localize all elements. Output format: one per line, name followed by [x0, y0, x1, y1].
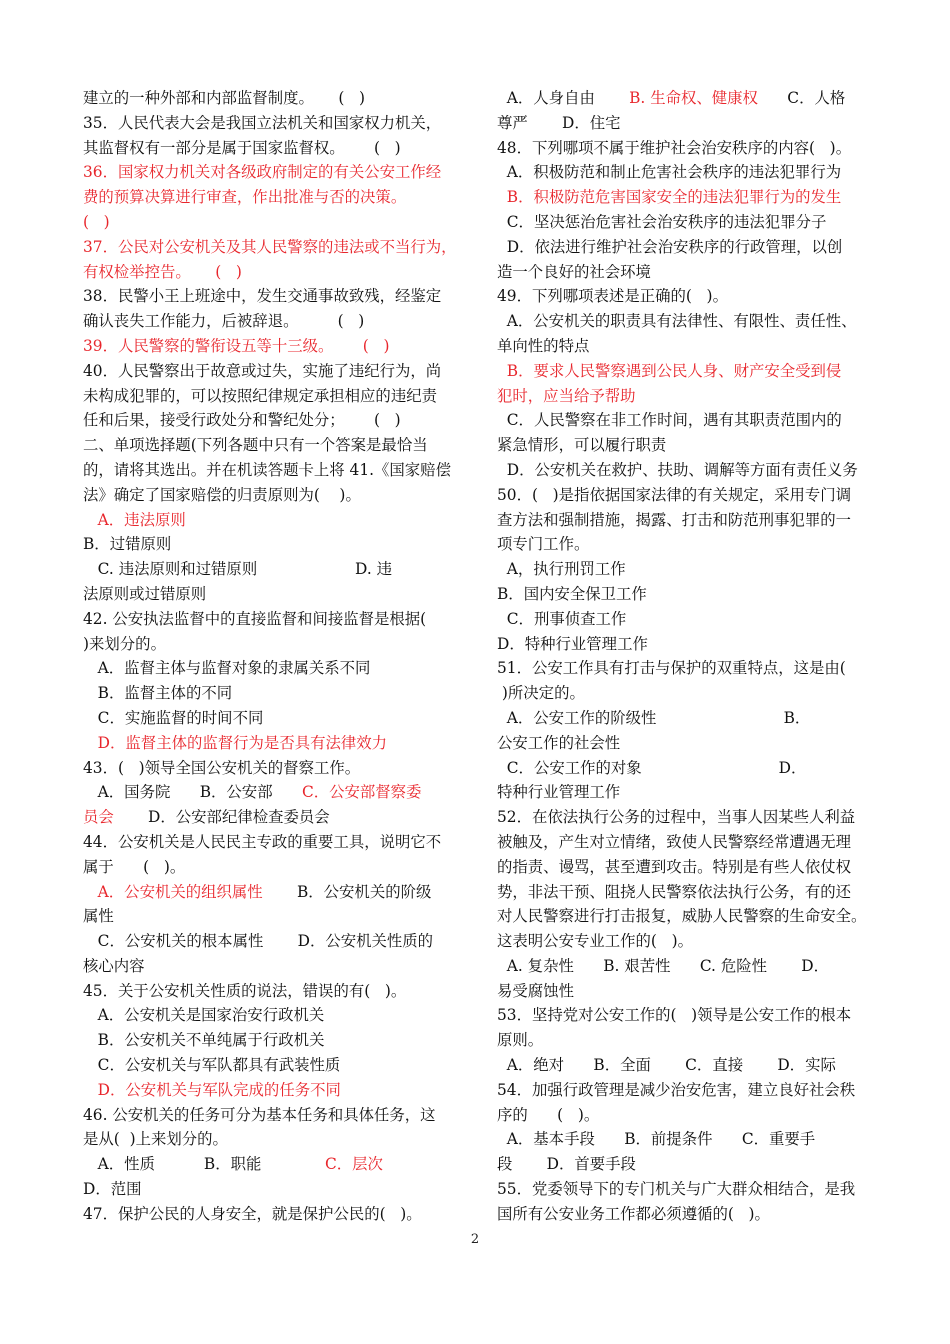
text-line: 序的 ( )。	[497, 1105, 600, 1124]
text-line	[83, 780, 469, 805]
text-line: B．要求人民警察遇到公民人身、财产安全受到侵	[497, 361, 842, 380]
text-line	[83, 1152, 469, 1177]
text-line: C．人民警察在非工作时间，遇有其职责范围内的	[497, 411, 842, 430]
text-line: 单向性的特点	[497, 336, 590, 355]
text-line: 法》确定了国家赔偿的归责原则为( )。	[83, 485, 361, 504]
text-line: D．公安机关在救护、扶助、调解等方面有责任义务	[497, 460, 858, 479]
left-column	[83, 86, 469, 1227]
text-line: B．国内安全保卫工作	[497, 584, 647, 603]
text-segment: D．公安部纪律检查委员会	[113, 808, 330, 827]
text-line: 44．公安机关是人民民主专政的重要工具，说明它不	[83, 832, 442, 851]
text-line: 43．( )领导全国公安机关的督察工作。	[83, 758, 361, 777]
text-line: D．特种行业管理工作	[497, 634, 648, 653]
text-line: C．公安机关的根本属性 D．公安机关性质的	[83, 932, 434, 951]
text-line: 建立的一种外部和内部监督制度。 ( )	[83, 89, 366, 107]
text-line: A. 复杂性 B. 艰苦性 C. 危险性 D．	[497, 956, 829, 975]
text-line	[83, 880, 469, 905]
text-line: 核心内容	[83, 956, 145, 975]
text-line: 53．坚持党对公安工作的( )领导是公安工作的根本	[497, 1006, 852, 1025]
text-line: 费的预算决算进行审查，作出批准与否的决策。	[83, 188, 407, 207]
text-segment: B．公安机关的阶级	[262, 882, 432, 901]
text-line	[497, 86, 889, 111]
text-line: 有权检举控告。 ( )	[83, 262, 242, 281]
text-line: )所决定的。	[497, 684, 585, 703]
text-line	[83, 805, 469, 830]
text-line: 公安工作的社会性	[497, 733, 621, 752]
text-line: 48．下列哪项不属于维护社会治安秩序的内容( )。	[497, 138, 852, 157]
text-line: 二、单项选择题(下列各题中只有一个答案是最恰当	[83, 436, 428, 455]
text-segment: A．人身自由	[497, 89, 630, 107]
text-line: 的指责、谩骂，甚至遭到攻击。特别是有些人依仗权	[497, 857, 851, 876]
text-line: 45．关于公安机关性质的说法，错误的有( )。	[83, 981, 407, 1000]
text-line: C．刑事侦查工作	[497, 609, 627, 628]
text-line: 属性	[83, 907, 114, 926]
text-line: A．公安工作的阶级性 B．	[497, 708, 811, 727]
text-line: D．监督主体的监督行为是否具有法律效力	[83, 733, 388, 752]
text-line: A．违法原则	[83, 510, 186, 529]
text-line: C. 违法原则和过错原则 D. 违	[83, 560, 393, 579]
text-line: 未构成犯罪的，可以按照纪律规定承担相应的违纪责	[83, 386, 437, 405]
text-line: 属于 ( )。	[83, 857, 186, 876]
text-line: 特种行业管理工作	[497, 783, 621, 802]
page-number: 2	[470, 1232, 480, 1247]
text-line: )来划分的。	[83, 634, 166, 653]
text-line: 36．国家权力机关对各级政府制定的有关公安工作经	[83, 163, 442, 182]
text-line: 的，请将其选出。并在机读答题卡上将 41.《国家赔偿	[83, 460, 451, 479]
text-line: 国所有公安业务工作都必须遵循的( )。	[497, 1204, 770, 1223]
text-line: 46. 公安机关的任务可分为基本任务和具体任务，这	[83, 1105, 436, 1124]
text-line: 项专门工作。	[497, 535, 590, 554]
text-line: 对人民警察进行打击报复，威胁人民警察的生命安全。	[497, 907, 867, 926]
text-segment: C．公安部督察委	[301, 783, 422, 802]
text-line: A．公安机关的职责具有法律性、有限性、责任性、	[497, 312, 857, 331]
text-line: A．监督主体与监督对象的隶属关系不同	[83, 659, 371, 678]
text-line: 法原则或过错原则	[83, 584, 207, 603]
text-line: 47．保护公民的人身安全，就是保护公民的( )。	[83, 1204, 422, 1223]
text-line: 其监督权有一部分是属于国家监督权。 ( )	[83, 138, 401, 157]
text-line: B．积极防范危害国家安全的违法犯罪行为的发生	[497, 188, 842, 207]
right-column	[497, 86, 889, 1227]
text-line: C．实施监督的时间不同	[83, 708, 264, 727]
text-line: 被触及，产生对立情绪，致使人民警察经常遭遇无理	[497, 832, 851, 851]
text-line: ( )	[83, 212, 110, 231]
text-line: 查方法和强制措施，揭露、打击和防范刑事犯罪的一	[497, 510, 851, 529]
text-line: 38．民警小王上班途中，发生交通事故致残，经鉴定	[83, 287, 442, 306]
text-line: 造一个良好的社会环境	[497, 262, 651, 281]
text-line: A，执行刑罚工作	[497, 560, 626, 579]
text-line: 40．人民警察出于故意或过失，实施了违纪行为，尚	[83, 361, 442, 380]
text-line: 51．公安工作具有打击与保护的双重特点，这是由(	[497, 659, 846, 678]
text-line: 55．党委领导下的专门机关与广大群众相结合，是我	[497, 1180, 856, 1199]
text-segment: C．层次	[324, 1155, 383, 1174]
text-segment: C．人格	[757, 89, 846, 107]
text-line: 39．人民警察的警衔设五等十三级。 ( )	[83, 336, 390, 355]
text-segment: A．性质 B．职能	[83, 1155, 325, 1174]
text-line: 35．人民代表大会是我国立法机关和国家权力机关，	[83, 113, 442, 132]
text-line: 42. 公安执法监督中的直接监督和间接监督是根据(	[83, 609, 427, 628]
text-line: 50．( )是指依据国家法律的有关规定，采用专门调	[497, 485, 852, 504]
text-line: 尊严 D．住宅	[497, 113, 621, 132]
text-line: 49．下列哪项表述是正确的( )。	[497, 287, 728, 306]
text-line: B．过错原则	[83, 535, 172, 554]
text-line: 易受腐蚀性	[497, 981, 574, 1000]
text-line: 段 D．首要手段	[497, 1155, 636, 1174]
text-line: 52．在依法执行公务的过程中，当事人因某些人利益	[497, 808, 856, 827]
text-line: A．绝对 B．全面 C．直接 D．实际	[497, 1056, 836, 1075]
text-line: C．坚决惩治危害社会治安秩序的违法犯罪分子	[497, 212, 827, 231]
text-line: 54．加强行政管理是减少治安危害，建立良好社会秩	[497, 1080, 856, 1099]
text-line: C．公安工作的对象 D．	[497, 758, 807, 777]
text-line: 37．公民对公安机关及其人民警察的违法或不当行为，	[83, 237, 457, 256]
text-line: D．公安机关与军队完成的任务不同	[83, 1080, 341, 1099]
text-line: 确认丧失工作能力，后被辞退。 ( )	[83, 312, 365, 331]
text-line: 任和后果，接受行政处分和警纪处分； ( )	[83, 411, 401, 430]
text-segment: B. 生命权、健康权	[629, 89, 758, 107]
text-segment: 员会	[83, 808, 114, 827]
text-line: A．基本手段 B．前提条件 C．重要手	[497, 1130, 816, 1149]
text-line: C．公安机关与军队都具有武装性质	[83, 1056, 341, 1075]
text-line: 是从( )上来划分的。	[83, 1130, 228, 1149]
text-line: B．公安机关不单纯属于行政机关	[83, 1031, 325, 1050]
text-segment: A．国务院 B．公安部	[83, 783, 302, 802]
text-line: 这表明公安专业工作的( )。	[497, 932, 693, 951]
text-segment: A．公安机关的组织属性	[83, 882, 263, 901]
text-line: A．积极防范和制止危害社会秩序的违法犯罪行为	[497, 163, 842, 182]
text-line: 势，非法干预、阻挠人民警察依法执行公务，有的还	[497, 882, 851, 901]
text-line: 原则。	[497, 1031, 544, 1050]
text-line: 紧急情形，可以履行职责	[497, 436, 667, 455]
text-line: 犯时，应当给予帮助	[497, 386, 636, 405]
text-line: D．依法进行维护社会治安秩序的行政管理，以创	[497, 237, 843, 256]
text-line: A．公安机关是国家治安行政机关	[83, 1006, 325, 1025]
text-line: B．监督主体的不同	[83, 684, 233, 703]
text-line: D．范围	[83, 1180, 142, 1199]
